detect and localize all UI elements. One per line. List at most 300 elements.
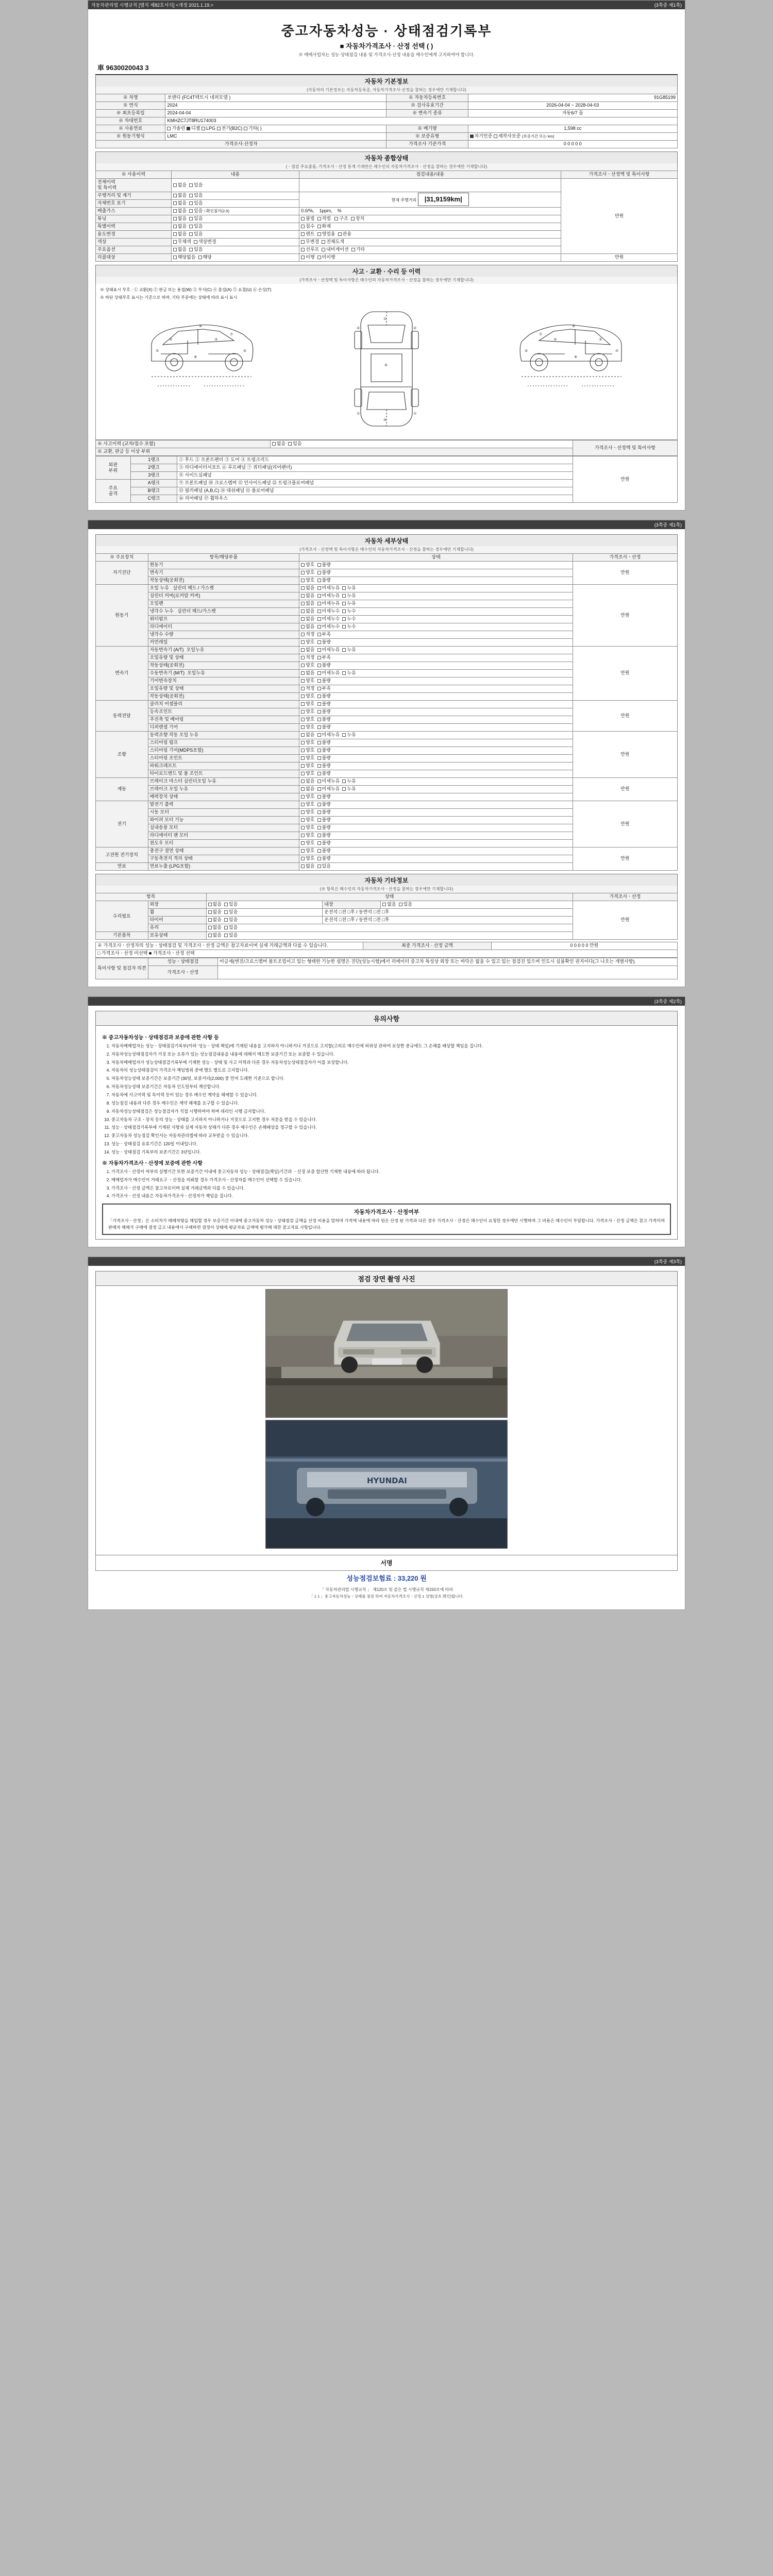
notice-body (95, 1026, 678, 1240)
notice-item-1-3: 4. 자동차의 성능상태점검이 가격조사 책임범위 중에 별도 별도로 고지합니다. (111, 1067, 671, 1074)
detail-item-1-2: 오일팬 (148, 600, 299, 607)
detail-state-2-0[interactable]: 없음 미세누유 누유 (299, 646, 573, 654)
detail-item-4-4: 파워크래프트 (148, 762, 299, 770)
detail-right-3: 만원 (573, 700, 677, 731)
svg-text:⑧: ⑧ (574, 354, 578, 359)
overall-col-0: ※ 사용이력 (96, 171, 172, 179)
detail-item-5-1: 브레이크 오일 누유 (148, 785, 299, 793)
car-diagram-top-view (345, 304, 428, 433)
car-diagrams (100, 302, 673, 437)
svg-text:⑦: ⑦ (539, 332, 543, 336)
etc-row-group-basic: 기본품목 (96, 931, 148, 939)
page-4 (88, 1257, 685, 1610)
label-engine-type: ※ 원동기형식 (96, 133, 165, 141)
signature-label: 서명 (380, 1559, 393, 1567)
notice-heading-1: ※ 중고자동차성능ㆍ상태점검과 보증에 관한 사항 등 (102, 1035, 219, 1041)
special-notes-table (95, 958, 678, 979)
overall-row-3-key: 배출가스 (96, 207, 172, 215)
detail-col-3: 가격조사ㆍ산정 (573, 553, 677, 561)
detail-item-2-6: 작동상태(공회전) (148, 692, 299, 700)
detail-state-6-4[interactable]: 양호 불량 (299, 832, 573, 839)
svg-text:⑦: ⑦ (357, 411, 360, 416)
detail-item-2-5: 오일유량 및 상태 (148, 685, 299, 692)
detail-state-2-2[interactable]: 양호 불량 (299, 662, 573, 669)
detail-state-6-5[interactable]: 양호 불량 (299, 839, 573, 847)
etc-col-0: 항목 (96, 893, 207, 901)
notice-item-1-12: 13. 성능ㆍ상태점검 유효기간은 120일 이내입니다. (111, 1141, 671, 1147)
detail-state-2-5[interactable]: 적정 부족 (299, 685, 573, 692)
special-row-0-key: 성능ㆍ상태점검 (148, 958, 217, 965)
detail-state-6-2[interactable]: 양호 불량 (299, 816, 573, 824)
detail-item-0-2: 작동상태(공회전) (148, 577, 299, 584)
etc-item-exterior: 외장 (148, 901, 206, 908)
summary-check[interactable]: □ 가격조사ㆍ산정 미선택 ■ 가격조사ㆍ산정 선택 (96, 950, 678, 957)
detail-item-0-1: 변속기 (148, 569, 299, 577)
section-basic-sub: (자동차의 기본정보는 자동차등록증, 자동차가격조사·산정을 참하는 경우에만 기재합니다) (95, 87, 678, 94)
etc-state-wheel[interactable]: 없음 있음 (206, 908, 323, 916)
notice-list-2 (102, 1168, 671, 1199)
overall-row-5-detail[interactable]: 침수 화재 (299, 223, 561, 230)
label-year: ※ 연식 (96, 102, 165, 110)
detail-state-5-0[interactable]: 없음 미세누유 누유 (299, 777, 573, 785)
overall-row-6-check[interactable]: 없음 있음 (171, 230, 299, 238)
detail-state-3-3[interactable]: 양호 불량 (299, 723, 573, 731)
overall-row-2-check[interactable]: 없음 있음 (171, 199, 299, 207)
fuel-option-diesel[interactable]: 디젤 (187, 126, 200, 131)
notice-item-1-7: 8. 성능점검 내용과 다른 경우 매수인은 계약 해제를 요구할 수 있습니다. (111, 1100, 671, 1107)
warranty-self[interactable]: 자기인증 (470, 133, 493, 139)
notice-item-2-3: 4. 가격조사ㆍ산정 내용은 자동차가격조사ㆍ산정자가 책임을 집니다. (111, 1193, 671, 1199)
detail-item-7-1: 구동축전지 격리 상태 (148, 855, 299, 862)
notice-item-1-13: 14. 성능ㆍ상태점검 기록부의 보존기간은 3년입니다. (111, 1149, 671, 1156)
svg-text:④: ④ (525, 348, 528, 353)
label-warranty: ※ 보증유형 (386, 133, 468, 141)
label-odo-point: 가격조사·산정자 (96, 141, 386, 148)
value-vin: KMHZC7JT8RU174003 (165, 117, 678, 125)
svg-text:②: ② (615, 348, 619, 353)
overall-row-6-key: 용도변경 (96, 230, 172, 238)
detail-col-0: ※ 주요장치 (96, 553, 148, 561)
signature-row (95, 1555, 678, 1571)
label-reg-no: ※ 자동차등록번호 (386, 94, 468, 102)
basic-info-table (95, 94, 678, 148)
etc-table (95, 893, 678, 940)
detail-item-8-0: 연료누출 (LPG포함) (148, 862, 299, 870)
svg-text:②: ② (357, 326, 360, 330)
detail-state-1-0[interactable]: 없음 미세누유 누유 (299, 584, 573, 592)
summary-value: 0 0 0 0 0 만원 (491, 942, 677, 950)
detail-group-0: 자기진단 (96, 561, 148, 584)
accident-diagram-area (95, 284, 678, 440)
detail-item-3-2: 추진축 및 베어링 (148, 716, 299, 723)
document-subtitle: ■ 자동차가격조사 · 산정 선택 ( ) (340, 42, 433, 50)
detail-state-0-1[interactable]: 양호 불량 (299, 569, 573, 577)
notice-item-1-0: 1. 자동차매매업자는 성능ㆍ상태점검기록부(이하 '성능ㆍ상태 책임)에 기재된 내용을 고지하지 아니하거나 거짓으로 고지할(고의로 매수인에 허위상 관하여 보상한 중규에도 그 손해를 배상할 책임을 집니다. (111, 1043, 671, 1049)
detail-state-0-2[interactable]: 양호 불량 (299, 577, 573, 584)
detail-item-1-7: 커먼레일 (148, 638, 299, 646)
detail-item-4-3: 스티어링 조인트 (148, 754, 299, 762)
accident-parts-table (95, 456, 678, 503)
footer-line-2: 「 1 1 」중고자동차성능ㆍ상태를 점검 하여 자동차가격조사ㆍ산정 1 성명(상호 확인)합니다. (309, 1594, 464, 1599)
detail-state-7-0[interactable]: 양호 불량 (299, 847, 573, 855)
overall-row-3-detail: 0.0/%, 1ppm, % (299, 207, 561, 215)
label-displacement: ※ 배기량 (386, 125, 468, 133)
notice-item-1-4: 5. 자동차성능상태 보증기간은 보증기간 (30일, 보증거리(2,000) 중 먼저 도래한 기준으로 합니다. (111, 1075, 671, 1082)
detail-group-5: 제동 (96, 777, 148, 801)
detail-right-6: 만원 (573, 801, 677, 847)
detail-group-7: 고전원 전기장치 (96, 847, 148, 862)
detail-state-2-4[interactable]: 양호 불량 (299, 677, 573, 685)
value-year: 2024 (165, 102, 386, 110)
etc-right-value: 만원 (573, 901, 677, 939)
overall-row-5-check[interactable]: 없음 있음 (171, 223, 299, 230)
detail-state-8-0[interactable]: 없음 있음 (299, 862, 573, 870)
detail-item-4-2: 스티어링 기어(MDPS포함) (148, 747, 299, 754)
page-3-topbar (88, 997, 685, 1006)
detail-item-1-5: 라디에이터 (148, 623, 299, 631)
detail-item-1-4: 워터펌프 (148, 615, 299, 623)
parts-group-0-row-1-items: ⑤ 라디에이터서포트 ⑥ 루프패널 ⑦ 쿼터패널(리어펜더) (177, 464, 573, 471)
parts-group-0-row-0-level: 1랭크 (130, 456, 177, 464)
overall-right-value: 만원 (561, 179, 678, 254)
detail-state-2-1[interactable]: 적정 부족 (299, 654, 573, 662)
detail-item-4-1: 스티어링 펌프 (148, 739, 299, 747)
svg-text:①: ① (383, 316, 387, 321)
detail-state-5-2[interactable]: 양호 불량 (299, 793, 573, 801)
parts-group-1-row-2-level: C랭크 (130, 495, 177, 502)
overall-row-2-key: 자체번호 표기 (96, 199, 172, 207)
label-transmission: ※ 변속기 종류 (386, 110, 468, 117)
label-first-reg: ※ 최초등록일 (96, 110, 165, 117)
overall-col-1: 내용 (171, 171, 299, 179)
label-odo-value-head: 가격조사 기준가격 (386, 141, 468, 148)
detail-state-6-3[interactable]: 양호 불량 (299, 824, 573, 832)
svg-text:⑦: ⑦ (230, 332, 233, 336)
detail-group-6: 전기 (96, 801, 148, 847)
inspection-fee: 성능점검보험료 : 33,220 원 (346, 1574, 427, 1582)
detail-state-1-7[interactable]: 양호 불량 (299, 638, 573, 646)
section-overall-sub: (ㆍ점검 주요출품, 가격조사ㆍ산정 통계 기재란은 매수인의 자동차가격조사ㆍ산정을 참하는 경우에만 기재합니다) (95, 163, 678, 171)
notice-heading-2: ※ 자동차가격조사ㆍ산정에 보증에 관한 사항 (102, 1160, 203, 1166)
detail-item-4-5: 타이로드엔드 및 볼 조인트 (148, 770, 299, 777)
fuel-option-lpg[interactable]: LPG (201, 126, 215, 131)
accident-parts-label: ※ 교환, 판금 등 이상 부위 (96, 448, 573, 455)
parts-group-0-row-0-items: ① 후드 ② 프론트펜더 ③ 도어 ④ 트렁크리드 (177, 456, 573, 464)
detail-state-1-4[interactable]: 없음 미세누수 누수 (299, 615, 573, 623)
detail-group-8: 연료 (96, 862, 148, 870)
page-1 (88, 0, 685, 511)
notice-list-1 (102, 1043, 671, 1156)
label-inspection-period: ※ 검사유효기간 (386, 102, 468, 110)
parts-group-1-row-0-items: ⑨ 프론트패널 ⑩ 크로스멤버 ⑪ 인사이드패널 ⑫ 트렁크플로어패널 (177, 479, 573, 487)
notice-item-2-2: 3. 가격조사ㆍ산정 금액은 참고자료이며 실제 거래금액과 다를 수 있습니다. (111, 1185, 671, 1192)
svg-text:③: ③ (214, 337, 218, 342)
detail-state-3-0[interactable]: 양호 불량 (299, 700, 573, 708)
car-number: 車 9630020043 3 (95, 61, 678, 75)
detail-item-2-2: 작동상태(공회전) (148, 662, 299, 669)
etc-state-exterior[interactable]: 없음 있음 (206, 901, 323, 908)
value-first-reg: 2024-04-04 (165, 110, 386, 117)
detail-group-2: 변속기 (96, 646, 148, 700)
notice-item-2-0: 1. 가격조사ㆍ산정이 여부의 실행기간 또한 보증기간 이내에 중고자동차 성능ㆍ상태점검(책임)기간과 ㆍ산정 보증 합산한 기재한 내용에 따라 됩니다. (111, 1168, 671, 1175)
detail-right-4: 만원 (573, 731, 677, 777)
svg-text:⑥: ⑥ (199, 324, 203, 328)
detail-state-6-1[interactable]: 양호 불량 (299, 808, 573, 816)
overall-row-0-check[interactable]: 없음 있음 (171, 179, 299, 192)
svg-text:⑥: ⑥ (572, 324, 576, 328)
value-engine-type: LMC (165, 133, 386, 141)
etc-item-tire: 타이어 (148, 916, 206, 924)
detail-item-3-3: 디퍼렌셜 기어 (148, 723, 299, 731)
value-reg-no: 91G85199 (468, 94, 677, 102)
special-row-1-key: 가격조사ㆍ산정 (148, 965, 217, 979)
detail-state-4-3[interactable]: 양호 불량 (299, 754, 573, 762)
etc-col-1: 상태 (206, 893, 573, 901)
overall-row-9-key: 리콜대상 (96, 253, 172, 261)
section-detail-sub: (가격조사ㆍ산정액 및 특이사항은 매수인의 자동차가격조사ㆍ산정을 참하는 경우에만 기재합니다) (95, 546, 678, 553)
svg-text:⑥: ⑥ (384, 363, 388, 367)
overall-col-2: 점검내용/내용 (299, 171, 561, 179)
overall-row-8-check[interactable]: 없음 있음 (171, 246, 299, 253)
overall-row-6-detail[interactable]: 렌트 영업용 관용 (299, 230, 561, 238)
accident-right-label: 가격조사ㆍ산정액 및 특이사항 (573, 440, 677, 455)
notice-item-1-8: 9. 자동차성능상태점검은 성능점검자가 직접 시행하여야 하며 대리인 시행 금지합니다. (111, 1108, 671, 1115)
summary-left-note: ※ 가격조사ㆍ산정자의 성능ㆍ상태점검 및 가격조사ㆍ산정 금액은 참고자료이며 실제 거래금액과 다를 수 있습니다. (96, 942, 363, 950)
parts-group-1-title: 주요 골격 (96, 479, 131, 502)
detail-item-1-3: 냉각수 누수 실린더 헤드/가스켓 (148, 607, 299, 615)
section-etc-sub: (※ 항목은 매수인의 자동차가격조사ㆍ산정을 참하는 경우에만 기재합니다) (95, 886, 678, 893)
label-car-name: ※ 차명 (96, 94, 165, 102)
overall-row-4-detail[interactable]: 불법 적법 구조 장치 (299, 215, 561, 223)
parts-group-1-row-1-level: B랭크 (130, 487, 177, 495)
detail-state-4-0[interactable]: 없음 미세누유 누유 (299, 731, 573, 739)
detail-state-0-0[interactable]: 양호 불량 (299, 561, 573, 569)
value-odo: 0 0 0 0 0 (468, 141, 677, 148)
section-accident-sub: (가격조사ㆍ산정액 및 특이사항은 매수인의 자동차가격조사ㆍ산정을 참하는 경우에만 기재합니다) (95, 277, 678, 284)
section-overall-head: 자동차 종합상태 (95, 151, 678, 163)
detail-item-6-0: 발전기 출력 (148, 801, 299, 808)
detail-right-2: 만원 (573, 646, 677, 700)
page-2-number: (3쪽중 제1쪽) (654, 522, 682, 528)
overall-row-8-key: 주요옵션 (96, 246, 172, 253)
detail-item-2-3: 수동변속기 (M/T) 오일누유 (148, 669, 299, 677)
etc-state-glass[interactable]: 없음 있음 (206, 924, 573, 931)
overall-row-4-key: 튜닝 (96, 215, 172, 223)
detail-state-3-1[interactable]: 양호 불량 (299, 708, 573, 716)
detail-state-1-6[interactable]: 적정 부족 (299, 631, 573, 638)
detail-state-7-1[interactable]: 양호 불량 (299, 855, 573, 862)
overall-row-0-key: 전체이력 및 특이력 (96, 179, 172, 192)
detail-item-1-6: 냉각수 수량 (148, 631, 299, 638)
detail-right-0: 만원 (573, 561, 677, 584)
detail-state-3-2[interactable]: 양호 불량 (299, 716, 573, 723)
etc-state-basic[interactable]: 없음 있음 (206, 931, 573, 939)
odometer-value: |31,9159km| (418, 193, 469, 206)
etc-row-group-repair: 수리필요 (96, 901, 148, 931)
section-detail-head: 자동차 세부상태 (95, 534, 678, 546)
svg-text:HYUNDAI: HYUNDAI (367, 1476, 407, 1485)
notice-item-1-11: 12. 중고자동차 성능점검 확인서는 자동차관리법에 따라 교부받을 수 있습니다. (111, 1132, 671, 1139)
detail-state-1-1[interactable]: 없음 미세누유 누유 (299, 592, 573, 600)
notice-item-1-6: 7. 자동차에 사고이력 및 특이력 등이 있는 경우 매수인 계약을 해제할 수 있습니다. (111, 1092, 671, 1098)
detail-item-7-0: 충전구 절연 상태 (148, 847, 299, 855)
section-accident-head: 사고 · 교환 · 수리 등 이력 (95, 265, 678, 277)
page-1-topbar (88, 1, 685, 9)
footer-line-1: 「 자동차관리법 시행규칙 」 제120조 및 같은 법 시행규칙 제150조에 따라 (320, 1587, 453, 1592)
svg-text:③: ③ (599, 337, 602, 342)
section-basic-head: 자동차 기본정보 (95, 75, 678, 87)
detail-state-1-2[interactable]: 없음 미세누유 누유 (299, 600, 573, 607)
detail-item-0-0: 원동기 (148, 561, 299, 569)
page-number: (3쪽중 제1쪽) (654, 3, 682, 8)
page-3 (88, 996, 685, 1247)
detail-state-1-5[interactable]: 없음 미세누수 누수 (299, 623, 573, 631)
svg-text:⑦: ⑦ (413, 411, 417, 416)
detail-item-3-1: 등속조인트 (148, 708, 299, 716)
detail-state-4-1[interactable]: 양호 불량 (299, 739, 573, 747)
page-2 (88, 520, 685, 987)
document-note: ※ 매매사업자는 성능·상태점검 내용 및 가격조사·산정 내용을 매수인에게 고지하여야 합니다. (298, 52, 475, 57)
svg-text:③: ③ (169, 337, 173, 342)
inspection-photo-2 (265, 1420, 508, 1549)
detail-col-1: 항목/해당부품 (148, 553, 299, 561)
document-title: 중고자동차성능 · 상태점검기록부 (281, 23, 492, 39)
page-4-left-tag (91, 1258, 93, 1265)
parts-group-0-row-2-level: 3랭크 (130, 471, 177, 479)
detail-item-5-2: 배력장치 상태 (148, 793, 299, 801)
fuel-option-etc[interactable]: 기타( ) (244, 126, 262, 131)
etc-item-wheel: 휠 (148, 908, 206, 916)
etc-state-tire[interactable]: 없음 있음 (206, 916, 323, 924)
page-2-left-tag (91, 521, 93, 528)
detail-group-4: 조향 (96, 731, 148, 777)
etc-state-wheel-pos[interactable]: 운전석 □전 □후 / 동반석 □전 □후 (323, 908, 573, 916)
overall-row-7-detail[interactable]: 무변경 전체도색 (299, 238, 561, 246)
detail-state-4-4[interactable]: 양호 불량 (299, 762, 573, 770)
notice-item-1-2: 3. 자동차매매업자가 성능상태점검기록부에 기재한 성능ㆍ상태 및 사고 이력과 다른 경우 자동차성능상태점검자가 이를 보상합니다. (111, 1059, 671, 1066)
notice-item-1-10: 11. 성능ㆍ상태점검기록부에 기재된 사항과 실제 자동차 상태가 다른 경우 매수인은 손해배상을 청구할 수 있습니다. (111, 1124, 671, 1131)
page-2-topbar (88, 520, 685, 529)
price-survey-box-title: 자동차가격조사 · 산정여부 (354, 1209, 419, 1216)
price-survey-box-text: 「가격조사ㆍ산정」은 소비자가 매매차량을 매입할 경우 보증기간 이내에 중고자동차 성능ㆍ상태점검 금액을 산정 비용을 말하며 가격에 내용에 따라 원은 산정 된 가격과 다른 경우 가격조사ㆍ산정은 매수인이 요청한 경우에만 시행하며 그 비용은 매수인이 부담합니다. 가격조사ㆍ산정 금액은 참고 가격이며 판매자 매매가 구매에 결정 금고 내용에서 구매하면 결정이 상태에 평균자료 금액에 평가해 대한 참고자료 사항입니다. (108, 1218, 665, 1230)
value-warranty (468, 133, 677, 141)
detail-item-6-2: 와이퍼 모터 기능 (148, 816, 299, 824)
fuel-option-electric[interactable]: 전기(B2C) (217, 126, 243, 131)
special-notes-label: 특이사항 및 점검자 의견 (96, 958, 148, 979)
overall-col-3: 가격조사ㆍ산정액 및 특이사항 (561, 171, 678, 179)
overall-row-3-check[interactable]: 없음 있음 □확인불가(2.0) (171, 207, 299, 215)
svg-text:②: ② (156, 348, 159, 353)
photo-list (101, 1289, 672, 1549)
svg-text:③: ③ (553, 337, 557, 342)
value-car-name: 쏘렌티 (FC4T텍트시 네퍼모델 ) (165, 94, 386, 102)
parts-group-0-row-1-level: 2랭크 (130, 464, 177, 471)
detail-item-2-1: 오일유량 및 상태 (148, 654, 299, 662)
parts-group-0-title: 외판 부위 (96, 456, 131, 479)
overall-row-8-detail[interactable]: 선루프 내비게이션 기타 (299, 246, 561, 253)
detail-col-2: 상태 (299, 553, 573, 561)
detail-item-4-0: 동력조향 작동 오일 누유 (148, 731, 299, 739)
overall-row-1-check[interactable]: 없음 있음 (171, 192, 299, 199)
detail-state-5-1[interactable]: 없음 미세누유 누유 (299, 785, 573, 793)
special-row-1-value (218, 965, 678, 979)
notice-title: 유의사항 (95, 1011, 678, 1026)
value-fuel (165, 125, 386, 133)
diagram-note-2: ※ 하단 상태부호 표시는 기준으로 하며, 기타 부분에는 상태에 따라 표시 표시 (100, 295, 238, 300)
detail-group-1: 원동기 (96, 584, 148, 646)
detail-item-2-4: 기어변속장치 (148, 677, 299, 685)
detail-item-6-1: 시동 모터 (148, 808, 299, 816)
page-4-topbar (88, 1257, 685, 1266)
overall-row-9-right: 만원 (561, 253, 678, 261)
overall-row-9-detail[interactable]: 이행 미이행 (299, 253, 561, 261)
detail-state-2-3[interactable]: 없음 미세누유 누유 (299, 669, 573, 677)
overall-row-7-check[interactable]: 무채색 색상변경 (171, 238, 299, 246)
detail-state-1-3[interactable]: 없음 미세누수 누수 (299, 607, 573, 615)
form-reference: 자동차관리법 시행규칙 [별지 제82호서식] <개정 2021.1.19.> (91, 3, 214, 8)
detail-item-2-0: 자동변속기 (A/T) 오일누유 (148, 646, 299, 654)
odometer-box (299, 192, 561, 207)
etc-item-basic: 보유상태 (148, 931, 206, 939)
accident-history-label: ※ 사고이력 (교차/침수 포함) (96, 440, 271, 448)
svg-text:④: ④ (243, 348, 247, 353)
detail-state-4-5[interactable]: 양호 불량 (299, 770, 573, 777)
parts-group-1-row-0-level: A랭크 (130, 479, 177, 487)
notice-item-1-9: 10. 중고자동차 구조ㆍ장치 등의 성능ㆍ상태를 고지하지 아니하거나 거짓으로 고지한 경우 처분을 받을 수 있습니다. (111, 1116, 671, 1123)
svg-text:⑧: ⑧ (194, 354, 197, 359)
inspection-photo-1 (265, 1289, 508, 1418)
overall-row-9-check[interactable]: 해당없음 해당 (171, 253, 299, 261)
detail-state-2-6[interactable]: 양호 불량 (299, 692, 573, 700)
photo-section-title: 점검 장면 촬영 사진 (95, 1271, 678, 1286)
etc-item-glass: 유리 (148, 924, 206, 931)
page-3-left-tag (91, 998, 93, 1005)
value-displacement: 1,598 cc (468, 125, 677, 133)
detail-item-1-1: 실린더 커버(로커암 커버) (148, 592, 299, 600)
page-3-number: (3쪽중 제2쪽) (654, 998, 682, 1004)
notice-item-2-1: 2. 매매업자가 매수인이 거래요구 ㆍ산정을 의뢰할 경우 가격조사ㆍ산정자를 매수인이 선택할 수 있습니다. (111, 1177, 671, 1183)
price-survey-box (102, 1204, 671, 1235)
detail-item-3-0: 클러치 어셈블리 (148, 700, 299, 708)
overall-row-7-key: 색상 (96, 238, 172, 246)
warranty-period-note: (보증기간 또는 km) (522, 134, 554, 139)
diagram-note-1: ※ 상태표시 부호 : ① 교환(X) ② 판금 또는 용접(W) ③ 부식(C) ④ 흠집(A) ⑤ 요철(U) ⑥ 손상(T) (100, 287, 272, 292)
accident-right-value: 만원 (573, 456, 677, 502)
notice-item-1-5: 6. 자동차성능상태 보증기간은 자동차 인도일부터 계산합니다. (111, 1083, 671, 1090)
detail-state-6-0[interactable]: 양호 불량 (299, 801, 573, 808)
label-vin: ※ 차대번호 (96, 117, 165, 125)
warranty-maker[interactable]: 제작사보증 (494, 133, 520, 139)
detail-right-5: 만원 (573, 777, 677, 801)
label-fuel: ※ 사용연료 (96, 125, 165, 133)
detail-item-6-5: 윈도우 모터 (148, 839, 299, 847)
detail-right-7: 만원 (573, 847, 677, 870)
page-4-number: (3쪽중 제3쪽) (654, 1259, 682, 1264)
value-transmission: 자동6/7 둘 (468, 110, 677, 117)
fuel-option-gasoline[interactable]: 가솔린 (167, 126, 185, 131)
parts-group-0-row-2-items: ⑧ 사이드실패널 (177, 471, 573, 479)
accident-history-table (95, 440, 678, 456)
detail-item-5-0: 브레이크 마스터 실린더오일 누유 (148, 777, 299, 785)
detail-state-4-2[interactable]: 양호 불량 (299, 747, 573, 754)
etc-state-interior[interactable]: 없음 있음 (381, 901, 573, 908)
overall-row-4-check[interactable]: 없음 있음 (171, 215, 299, 223)
detail-item-6-4: 라디에이터 팬 모터 (148, 832, 299, 839)
etc-state-tire-pos[interactable]: 운전석 □전 □후 / 동반석 □전 □후 (323, 916, 573, 924)
accident-history-value[interactable]: 없음 있음 (270, 440, 573, 448)
detail-right-1: 만원 (573, 584, 677, 646)
notice-item-1-1: 2. 자동차성능상태점검자가 거짓 또는 오류가 있는 성능점검내용을 내용에 대해서 매도한 보증기간 또는 보증할 수 있습니다. (111, 1051, 671, 1058)
